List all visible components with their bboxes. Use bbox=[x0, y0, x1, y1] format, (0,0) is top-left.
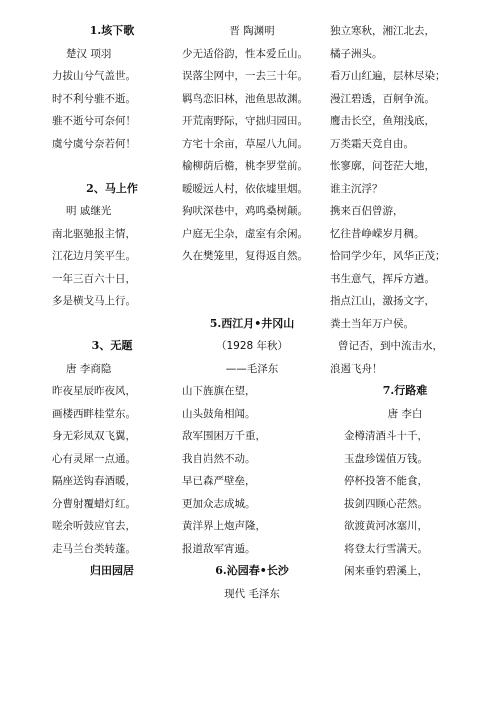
poem-line: 怅寥廓，问苍茫大地， bbox=[330, 160, 435, 172]
poem-line: 山头鼓角相闻。 bbox=[182, 407, 256, 420]
poem-line: 一年三百六十日， bbox=[52, 272, 136, 285]
poem-line: 心有灵犀一点通。 bbox=[52, 452, 136, 465]
spacer bbox=[52, 155, 172, 178]
poem-line: 报道敌军宵遁。 bbox=[182, 542, 256, 555]
poem-line: 粪土当年万户侯。 bbox=[330, 317, 414, 330]
poem-line: 漫江碧透，百舸争流。 bbox=[330, 92, 435, 105]
poem-line: 指点江山，激扬文字， bbox=[330, 295, 435, 307]
poem-line: 少无适俗韵，性本爱丘山。 bbox=[182, 47, 308, 60]
poem-line: 闲来垂钓碧溪上， bbox=[344, 565, 428, 577]
poem-line: 昨夜星辰昨夜风， bbox=[52, 385, 136, 397]
poem-line: 黄洋界上炮声隆， bbox=[182, 520, 266, 532]
poem-line: 停杯投箸不能食， bbox=[344, 475, 428, 487]
column-left bbox=[52, 20, 172, 583]
poem-line: 狗吠深巷中，鸡鸣桑树颠。 bbox=[182, 205, 308, 217]
poem-line: 虞兮虞兮奈若何！ bbox=[52, 137, 136, 150]
poem-line: 隔座送钩春酒暖， bbox=[52, 475, 136, 487]
poem-line: 南北驱驰报主情， bbox=[52, 227, 136, 240]
poem-line: 将登太行雪满天。 bbox=[344, 542, 428, 555]
spacer bbox=[182, 290, 322, 313]
poem-title-guitianyuanju: 归田园居 bbox=[90, 564, 134, 577]
poem-author: ——毛泽东 bbox=[225, 362, 279, 375]
poem-line: 羁鸟恋旧林，池鱼思故渊。 bbox=[182, 92, 308, 105]
poem-author: 晋 陶渊明 bbox=[229, 25, 275, 37]
poem-line: 多是横戈马上行。 bbox=[52, 295, 136, 307]
poem-author: 唐 李白 bbox=[387, 407, 423, 420]
poem-line: 更加众志成城。 bbox=[182, 497, 256, 510]
poem-line: 户庭无尘杂，虚室有余闲。 bbox=[182, 227, 308, 240]
poem-author: 楚汉 项羽 bbox=[66, 47, 112, 60]
poem-line: 骓不逝兮可奈何！ bbox=[52, 115, 136, 127]
poem-line: 暧暧远人村，依依墟里烟。 bbox=[182, 182, 308, 195]
poem-line: 方宅十余亩，草屋八九间。 bbox=[182, 137, 308, 150]
poem-line: 画楼西畔桂堂东。 bbox=[52, 407, 136, 420]
poem-title-gaixiage: 1.垓下歌 bbox=[89, 24, 135, 37]
poem-date: （1928 年秋） bbox=[215, 340, 289, 352]
poem-line: 恰同学少年，风华正茂； bbox=[330, 250, 446, 262]
poem-line: 橘子洲头。 bbox=[330, 47, 383, 60]
column-middle bbox=[182, 20, 322, 605]
poem-title-mashangzuo: 2、马上作 bbox=[86, 181, 138, 195]
poem-title-qinyuanchun: 6.沁园春•长沙 bbox=[215, 564, 289, 577]
poem-line: 分曹射覆蜡灯红。 bbox=[52, 497, 136, 510]
poem-line: 万类霜天竞自由。 bbox=[330, 137, 414, 150]
poem-line: 欲渡黄河冰塞川， bbox=[344, 520, 428, 532]
poem-line: 开荒南野际，守拙归园田。 bbox=[182, 115, 308, 127]
poem-line: 书生意气，挥斥方遒。 bbox=[330, 272, 435, 285]
poem-line: 山下旌旗在望， bbox=[182, 385, 256, 397]
poem-line: 我自岿然不动。 bbox=[182, 452, 256, 465]
poem-line: 走马兰台类转蓬。 bbox=[52, 542, 136, 555]
poem-line: 拔剑四顾心茫然。 bbox=[344, 497, 428, 510]
poem-title-xijiangyue: 5.西江月•井冈山 bbox=[209, 316, 295, 330]
poem-line: 携来百侣曾游， bbox=[330, 205, 404, 217]
poem-author: 明 戚继光 bbox=[66, 205, 112, 217]
poem-line: 榆柳荫后檐，桃李罗堂前。 bbox=[182, 160, 308, 172]
poem-line: 金樽清酒斗十千， bbox=[344, 430, 428, 442]
poem-line: 曾记否，到中流击水， bbox=[338, 340, 443, 352]
poem-line: 鹰击长空，鱼翔浅底， bbox=[330, 115, 435, 127]
poem-line: 谁主沉浮？ bbox=[330, 182, 383, 195]
poem-line: 江花边月笑平生。 bbox=[52, 250, 136, 262]
spacer bbox=[182, 268, 322, 291]
poem-line: 敌军围困万千重， bbox=[182, 430, 266, 442]
poem-line: 力拔山兮气盖世。 bbox=[52, 70, 136, 82]
spacer bbox=[52, 313, 172, 336]
column-right bbox=[330, 20, 480, 583]
poem-line: 久在樊笼里，复得返自然。 bbox=[182, 250, 308, 262]
poem-line: 误落尘网中，一去三十年。 bbox=[182, 70, 308, 82]
poem-author: 唐 李商隐 bbox=[66, 362, 112, 375]
poem-title-wuti: 3、无题 bbox=[91, 339, 133, 352]
poem-line: 独立寒秋，湘江北去， bbox=[330, 25, 435, 37]
poem-author: 现代 毛泽东 bbox=[224, 587, 280, 600]
poem-line: 身无彩凤双飞翼， bbox=[52, 430, 136, 442]
poem-title-xinglunan: 7.行路难 bbox=[382, 384, 428, 397]
poem-line: 时不利兮骓不逝。 bbox=[52, 92, 136, 105]
poem-line: 早已森严壁垒， bbox=[182, 475, 256, 487]
poem-line: 忆往昔峥嵘岁月稠。 bbox=[330, 227, 425, 240]
poem-line: 看万山红遍，层林尽染； bbox=[330, 70, 446, 82]
poem-line: 浪遏飞舟！ bbox=[330, 362, 383, 375]
poem-line: 嗟余听鼓应官去， bbox=[52, 520, 136, 532]
poem-line: 玉盘珍馐值万钱。 bbox=[344, 452, 428, 465]
